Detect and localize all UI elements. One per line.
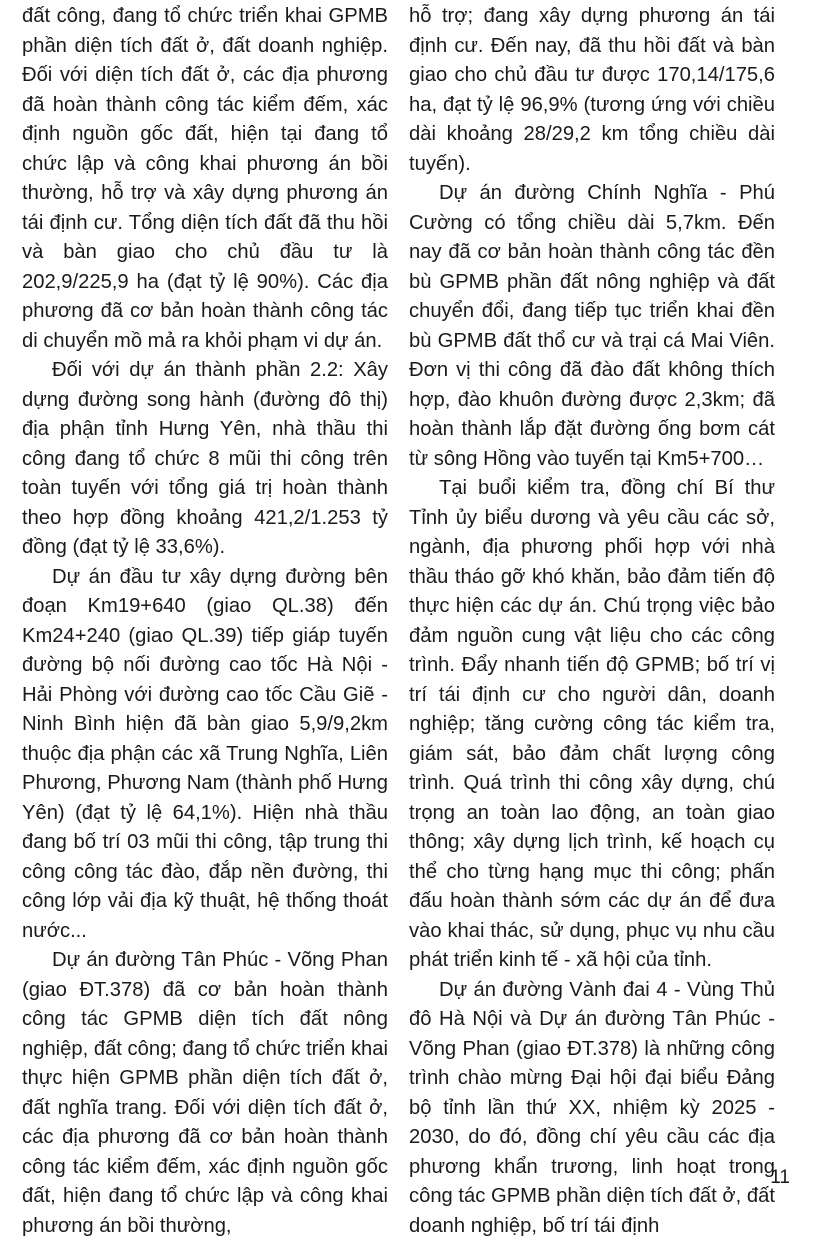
- paragraph: Dự án đường Chính Nghĩa - Phú Cường có tổng chiều dài 5,7km. Đến nay đã cơ bản hoàn thành công tác đền bù GPMB phần đất nông nghiệp và đất chuyển đổi, đang tiếp tục triển khai đền bù GPMB đất thổ cư và trại cá Mai Viên. Đơn vị thi công đã đào đất không thích hợp, đào khuôn đường được 2,3km; đã hoàn thành lắp đặt đường ống bơm cát từ sông Hồng vào tuyến tại Km5+700…: [409, 179, 775, 474]
- left-column: [22, 2, 388, 1241]
- right-column: [409, 2, 775, 1241]
- paragraph: đất công, đang tổ chức triển khai GPMB phần diện tích đất ở, đất doanh nghiệp. Đối với diện tích đất ở, các địa phương đã hoàn thành công tác kiểm đếm, xác định nguồn gốc đất, hiện tại đang tổ chức lập và công khai phương án bồi thường, hỗ trợ và xây dựng phương án tái định cư. Tổng diện tích đất đã thu hồi và bàn giao cho chủ đầu tư là 202,9/225,9 ha (đạt tỷ lệ 90%). Các địa phương đã cơ bản hoàn thành công tác di chuyển mồ mả ra khỏi phạm vi dự án.: [22, 2, 388, 356]
- paragraph: hỗ trợ; đang xây dựng phương án tái định cư. Đến nay, đã thu hồi đất và bàn giao cho chủ đầu tư được 170,14/175,6 ha, đạt tỷ lệ 96,9% (tương ứng với chiều dài khoảng 28/29,2 km tổng chiều dài tuyến).: [409, 2, 775, 179]
- paragraph: Dự án đường Tân Phúc - Võng Phan (giao ĐT.378) đã cơ bản hoàn thành công tác GPMB diện tích đất nông nghiệp, đất công; đang tổ chức triển khai thực hiện GPMB phần diện tích đất ở, đất nghĩa trang. Đối với diện tích đất ở, các địa phương đã cơ bản hoàn thành công tác kiểm đếm, xác định nguồn gốc đất, hiện đang tổ chức lập và công khai phương án bồi thường,: [22, 946, 388, 1241]
- paragraph: Dự án đường Vành đai 4 - Vùng Thủ đô Hà Nội và Dự án đường Tân Phúc - Võng Phan (giao ĐT.378) là những công trình chào mừng Đại hội đại biểu Đảng bộ tỉnh lần thứ XX, nhiệm kỳ 2025 - 2030, do đó, đồng chí yêu cầu các địa phương khẩn trương, linh hoạt trong công tác GPMB phần diện tích đất ở, đất doanh nghiệp, bố trí tái định: [409, 976, 775, 1241]
- paragraph: Tại buổi kiểm tra, đồng chí Bí thư Tỉnh ủy biểu dương và yêu cầu các sở, ngành, địa phương phối hợp với nhà thầu tháo gỡ khó khăn, bảo đảm tiến độ thực hiện các dự án. Chú trọng việc bảo đảm nguồn cung vật liệu cho các công trình. Đẩy nhanh tiến độ GPMB; bố trí vị trí tái định cư cho người dân, doanh nghiệp; tăng cường công tác kiểm tra, giám sát, bảo đảm chất lượng công trình. Quá trình thi công xây dựng, chú trọng an toàn lao động, an toàn giao thông; xây dựng lịch trình, kế hoạch cụ thể cho từng hạng mục thi công; phấn đấu hoàn thành sớm các dự án để đưa vào khai thác, sử dụng, phục vụ nhu cầu phát triển kinh tế - xã hội của tỉnh.: [409, 474, 775, 976]
- paragraph: Đối với dự án thành phần 2.2: Xây dựng đường song hành (đường đô thị) địa phận tỉnh Hưng Yên, nhà thầu thi công đang tổ chức 8 mũi thi công trên toàn tuyến với tổng giá trị hoàn thành theo hợp đồng khoảng 421,2/1.253 tỷ đồng (đạt tỷ lệ 33,6%).: [22, 356, 388, 563]
- page-number: 11: [770, 1166, 790, 1190]
- paragraph: Dự án đầu tư xây dựng đường bên đoạn Km19+640 (giao QL.38) đến Km24+240 (giao QL.39) tiếp giáp tuyến đường bộ nối đường cao tốc Hà Nội - Hải Phòng với đường cao tốc Cầu Giẽ - Ninh Bình hiện đã bàn giao 5,9/9,2km thuộc địa phận các xã Trung Nghĩa, Liên Phương, Phương Nam (thành phố Hưng Yên) (đạt tỷ lệ 64,1%). Hiện nhà thầu đang bố trí 03 mũi thi công, tập trung thi công công tác đào, đắp nền đường, thi công lớp vải địa kỹ thuật, hệ thống thoát nước...: [22, 563, 388, 947]
